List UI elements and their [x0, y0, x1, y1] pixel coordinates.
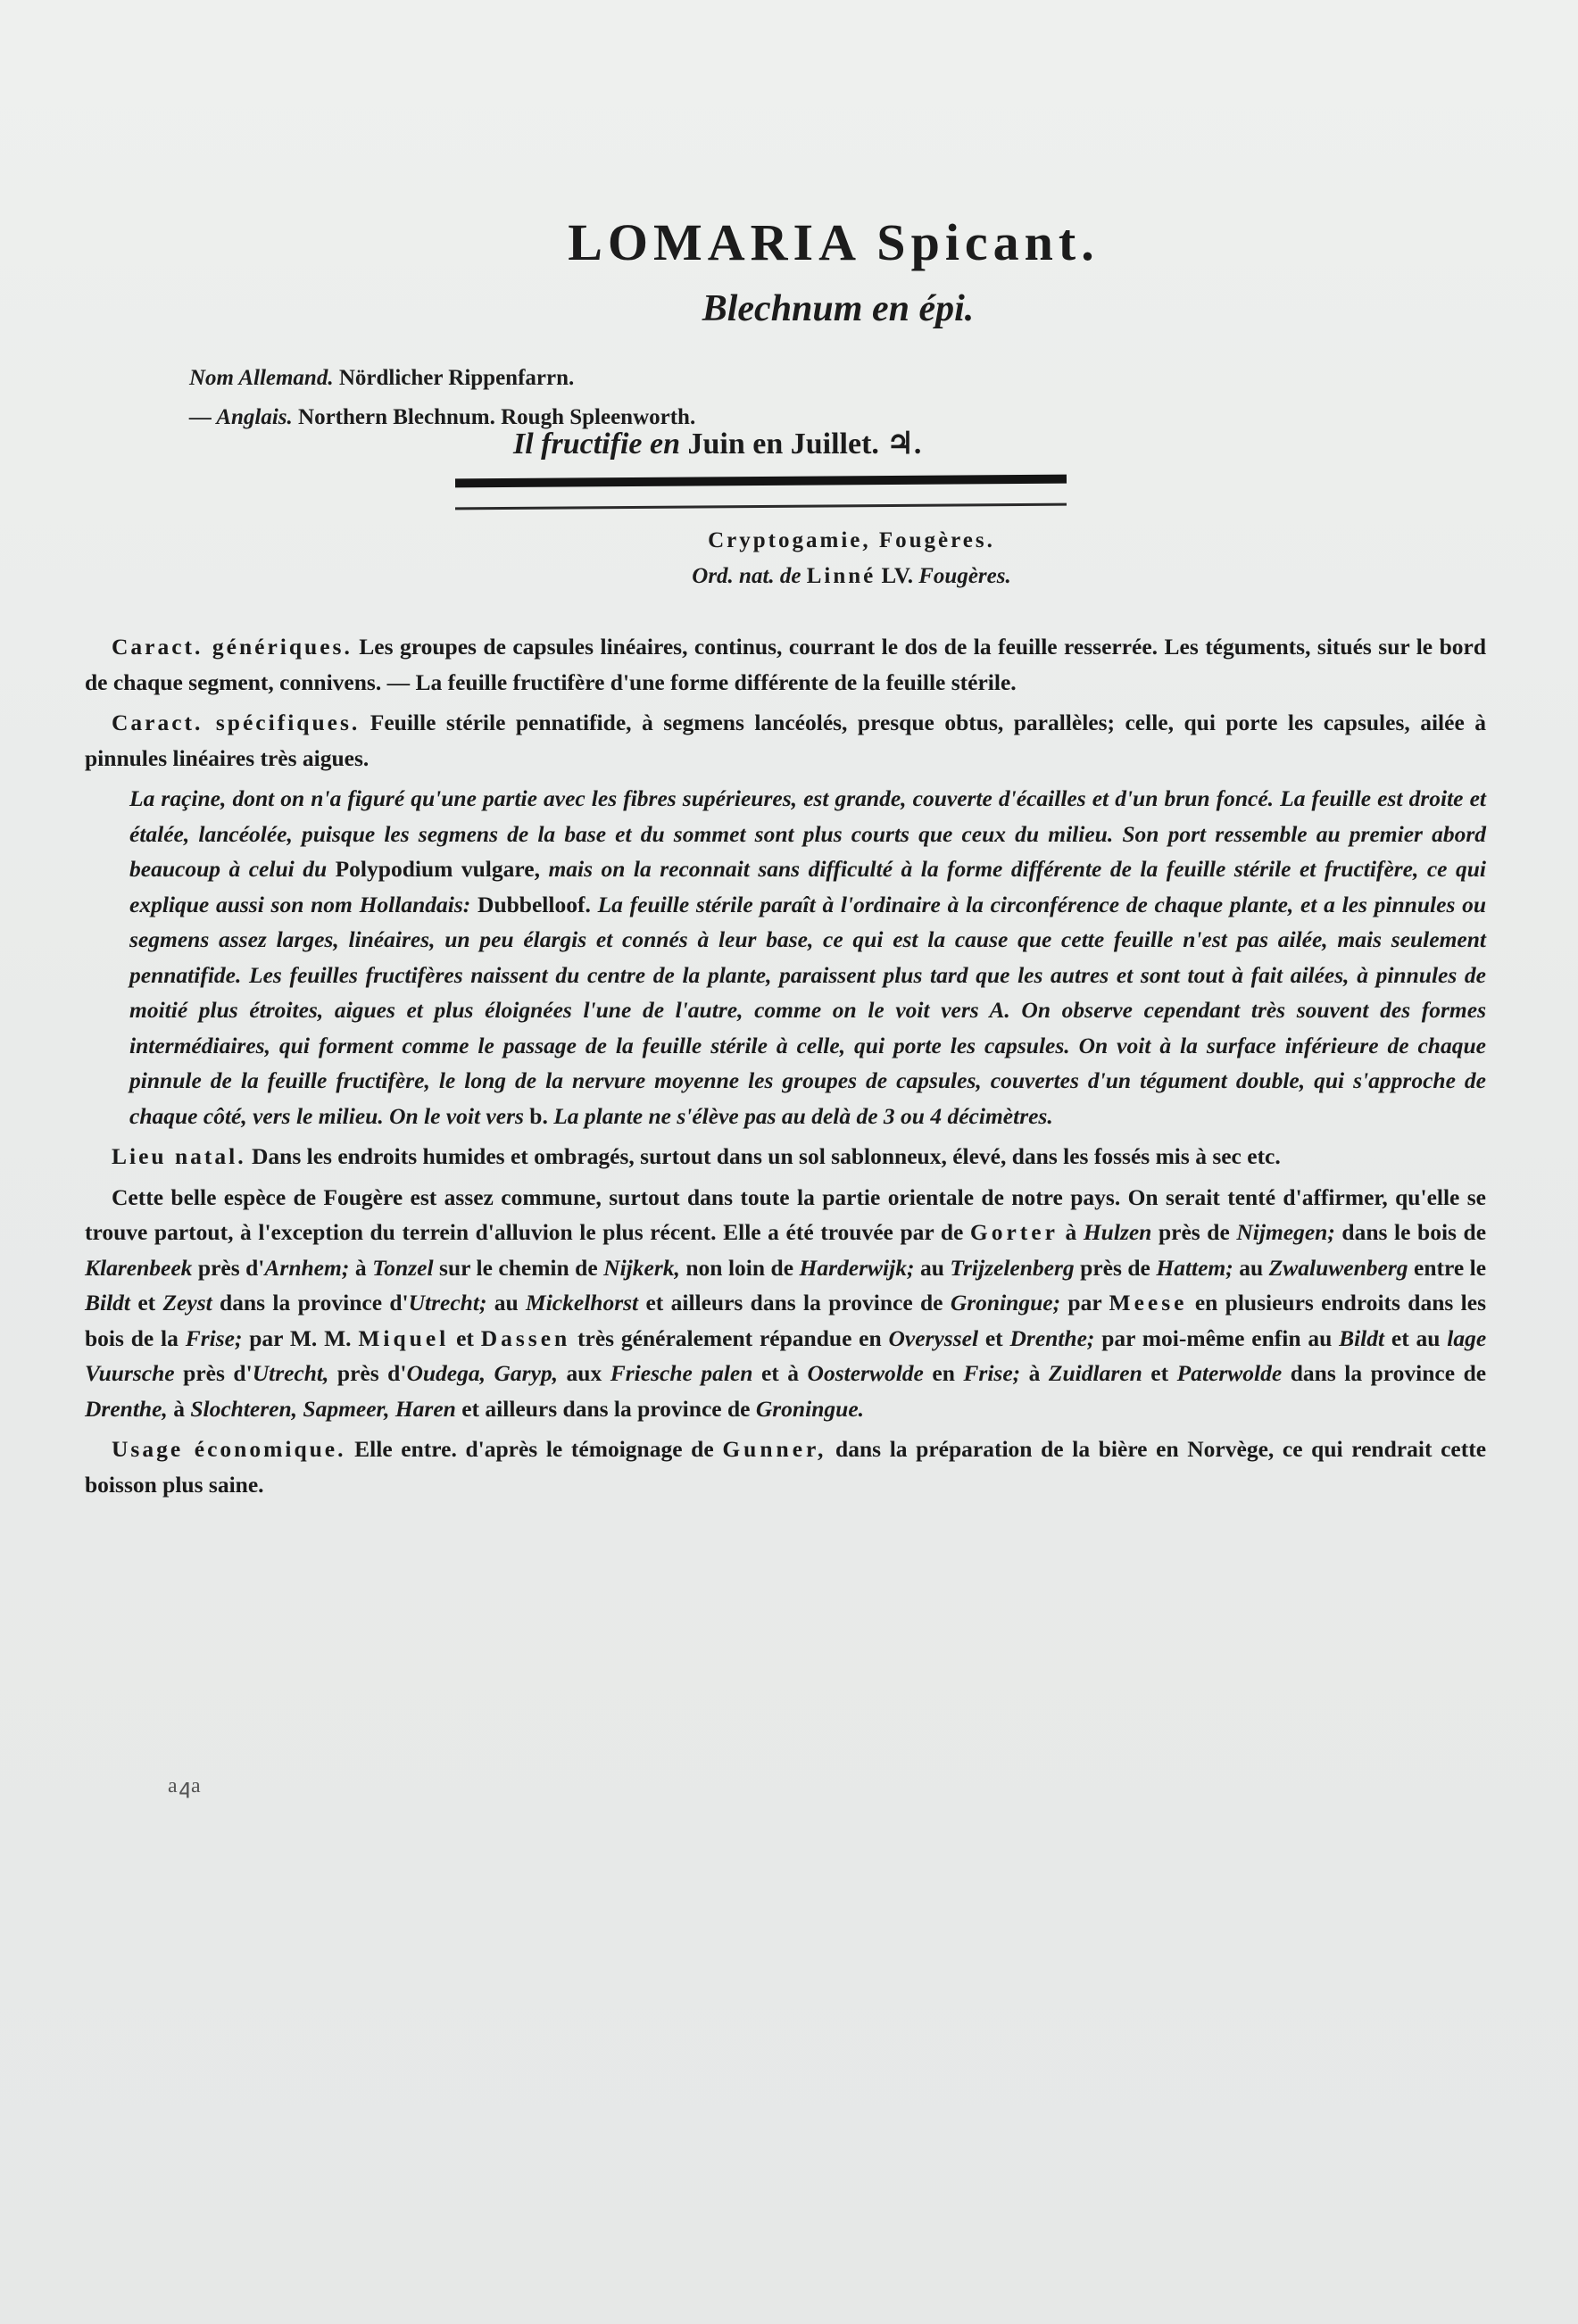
distribution-part: à	[1028, 1360, 1041, 1386]
distribution-part: par moi-même enfin au	[1101, 1324, 1333, 1351]
distribution-part: et à	[760, 1360, 800, 1386]
generic-text: Les groupes de capsules linéaires, continus, courrant le dos de la feuille resserrée. Les téguments, situés sur le bord de chaque segment, connivens. — La feuille fructifère d'une forme différente de la feuille stérile.	[85, 634, 1486, 695]
page-subtitle: Blechnum en épi.	[702, 288, 975, 329]
distribution-part: dans la province d'	[220, 1290, 409, 1316]
distribution-part: Zwaluwenberg	[1268, 1254, 1408, 1281]
classification-linne: Linné	[806, 564, 876, 588]
fructification-line	[513, 426, 921, 461]
distribution	[85, 1180, 1486, 1427]
distribution-part: près d'	[197, 1254, 265, 1281]
fructification-italic: Il fructifie en	[513, 427, 680, 461]
distribution-part: au	[494, 1290, 519, 1316]
distribution-part: Utrecht,	[252, 1360, 329, 1386]
distribution-part: Mickelhorst	[526, 1290, 639, 1316]
distribution-part: lage Vuursche	[85, 1324, 1487, 1386]
generic-heading: Caract. génériques.	[112, 634, 353, 660]
distribution-part: Nijmegen;	[1236, 1219, 1335, 1245]
distribution-part: et	[137, 1290, 156, 1316]
english-label: — Anglais.	[189, 405, 293, 429]
distribution-part: Friesche palen	[610, 1360, 753, 1386]
distribution-part: Tonzel	[372, 1254, 434, 1281]
distribution-part: dans la province de	[1290, 1360, 1487, 1386]
distribution-part: Harderwijk;	[799, 1254, 915, 1281]
bleed-through-mark: ɐ߈ɐ	[168, 1777, 201, 1800]
habitat-heading: Lieu natal.	[112, 1143, 246, 1169]
distribution-part: dans le bois de	[1341, 1219, 1487, 1245]
distribution-part: aux	[566, 1360, 602, 1386]
distribution-part: au	[919, 1254, 944, 1281]
usage-heading: Usage économique.	[112, 1436, 346, 1462]
german-name-line	[189, 359, 695, 398]
distribution-part: Paterwolde	[1176, 1360, 1283, 1386]
specific-characters	[85, 705, 1486, 776]
distribution-part: et ailleurs dans la province de	[645, 1290, 943, 1316]
description-part: La feuille stérile paraît à l'ordinaire à la circonférence de chaque plante, et a les pinnules ou segmens assez larges, linéaires, un peu élargis et connés à leur base, ce qui est la cause que cette feuille n'est pas ailée, mais seulement pennatifide. Les feuilles fructifères naissent du centre de la plante, paraissent plus tard que les autres et sont tout à fait ailées, à pinnules de moitié plus étroites, aigues et plus éloignées l'une de l'autre, comme on le voit vers A. On observe cependant très souvent des formes intermédiaires, qui forment comme le passage de la feuille stérile à celle, qui porte les capsules. On voit à la surface inférieure de chaque pinnule de la feuille fructifère, le long de la nervure moyenne les groupes de capsules, couvertes d'un tégument double, qui s'approche de chaque côté, vers le milieu. On le voit vers	[129, 891, 1487, 1129]
distribution-part: au	[1239, 1254, 1264, 1281]
distribution-part: en plusieurs endroits dans les bois de la	[85, 1290, 1486, 1351]
habitat	[85, 1139, 1486, 1174]
description-part: Dubbelloof.	[478, 891, 591, 917]
distribution-part: Zuidlaren	[1048, 1360, 1142, 1386]
description-part: Polypodium vulgare,	[335, 856, 540, 882]
distribution-part: Gorter	[969, 1219, 1059, 1245]
distribution-part: et ailleurs dans la province de	[461, 1395, 751, 1422]
distribution-part: Arnhem;	[264, 1254, 350, 1281]
german-name: Nördlicher Rippenfarrn.	[338, 366, 575, 390]
distribution-part: à	[1065, 1219, 1077, 1245]
habitat-text: Dans les endroits humides et ombragés, surtout dans un sol sablonneux, élevé, dans les fossés mis à sec etc.	[251, 1143, 1281, 1169]
english-name: Northern Blechnum. Rough Spleenworth.	[298, 405, 696, 429]
distribution-part: par M. M.	[249, 1324, 352, 1351]
specific-heading: Caract. spécifiques.	[112, 710, 361, 735]
distribution-part: Drenthe;	[1009, 1324, 1095, 1351]
description	[85, 781, 1486, 1133]
distribution-part: Utrecht;	[408, 1290, 487, 1316]
distribution-part: Bildt	[85, 1290, 131, 1316]
usage-gunner: Gunner,	[722, 1436, 827, 1462]
classification-order: LV.	[881, 564, 913, 588]
distribution-part: Hulzen	[1083, 1219, 1152, 1245]
distribution-part: Dassen	[480, 1324, 571, 1351]
distribution-part: en	[932, 1360, 955, 1386]
usage-text-end: dans la préparation de la bière en Norvège, ce qui rendrait cette boisson plus saine.	[85, 1436, 1487, 1498]
distribution-part: non loin de	[685, 1254, 794, 1281]
distribution-part: Nijkerk,	[603, 1254, 680, 1281]
economic-use	[85, 1432, 1486, 1502]
distribution-part: entre le	[1414, 1254, 1487, 1281]
thick-rule	[455, 475, 1067, 488]
distribution-part: et au	[1391, 1324, 1441, 1351]
distribution-part: Bildt	[1339, 1324, 1385, 1351]
distribution-part: près d'	[183, 1360, 253, 1386]
description-part: b.	[529, 1102, 548, 1129]
classification-line-2	[62, 564, 1578, 589]
distribution-part: très généralement répandue en	[577, 1324, 882, 1351]
distribution-part: Oudega, Garyp,	[406, 1360, 559, 1386]
distribution-part: Trijzelenberg	[950, 1254, 1075, 1281]
distribution-part: à	[354, 1254, 367, 1281]
generic-characters	[85, 629, 1486, 700]
distribution-part: Oosterwolde	[807, 1360, 924, 1386]
classification-line-1: Cryptogamie, Fougères.	[708, 528, 995, 552]
distribution-part: Groningue.	[755, 1395, 865, 1422]
distribution-part: et	[984, 1324, 1003, 1351]
page-title: LOMARIA Spicant.	[568, 213, 1100, 271]
distribution-part: par	[1067, 1290, 1102, 1316]
description-part: La raçine, dont on n'a figuré qu'une partie avec les fibres supérieures, est grande, couverte d'écailles et d'un brun foncé. La feuille est droite et étalée, lancéolée, puisque les segmens de la base et du sommet sont plus courts que ceux du milieu. Son port ressemble au premier abord beaucoup à celui du	[129, 785, 1486, 882]
distribution-part: près de	[1158, 1219, 1230, 1245]
description-part: mais on la reconnait sans difficulté à la forme différente de la feuille stérile et fructifère, ce qui explique aussi son nom Hollandais:	[129, 856, 1486, 917]
distribution-part: près de	[1080, 1254, 1150, 1281]
german-label: Nom Allemand.	[189, 366, 334, 390]
distribution-part: Drenthe,	[85, 1395, 168, 1422]
distribution-part: Cette belle espèce de Fougère est assez commune, surtout dans toute la partie orientale de notre pays. On serait tenté d'affirmer, qu'elle se trouve partout, à l'exception du terrein d'alluvion le plus récent. Elle a été trouvée par de	[85, 1183, 1486, 1245]
distribution-part: et	[456, 1324, 474, 1351]
classification-family: Fougères.	[918, 564, 1011, 588]
distribution-part: Hattem;	[1156, 1254, 1233, 1281]
classification-prefix: Ord. nat. de	[692, 564, 801, 588]
distribution-part: Groningue;	[950, 1290, 1061, 1316]
distribution-part: Klarenbeek	[85, 1254, 193, 1281]
main-text	[85, 629, 1486, 1507]
distribution-part: près d'	[336, 1360, 407, 1386]
usage-text: Elle entre. d'après le témoignage de	[354, 1436, 714, 1462]
distribution-part: et	[1150, 1360, 1169, 1386]
distribution-part: Frise;	[963, 1360, 1021, 1386]
distribution-part: Overyssel	[888, 1324, 979, 1351]
distribution-part: Meese	[1109, 1290, 1188, 1316]
specific-text: Feuille stérile pennatifide, à segmens lancéolés, presque obtus, parallèles; celle, qui porte les capsules, ailée à pinnules linéaires très aigues.	[85, 710, 1486, 771]
distribution-part: Slochteren, Sapmeer, Haren	[190, 1395, 456, 1422]
description-part: La plante ne s'élève pas au delà de 3 ou 4 décimètres.	[553, 1102, 1053, 1129]
distribution-part: Miquel	[358, 1324, 450, 1351]
distribution-part: Zeyst	[162, 1290, 212, 1316]
thin-rule	[455, 503, 1067, 510]
distribution-part: à	[173, 1395, 185, 1422]
distribution-part: Frise;	[185, 1324, 243, 1351]
fructification-rest: Juin en Juillet. ♃.	[687, 427, 922, 461]
distribution-part: sur le chemin de	[439, 1254, 598, 1281]
